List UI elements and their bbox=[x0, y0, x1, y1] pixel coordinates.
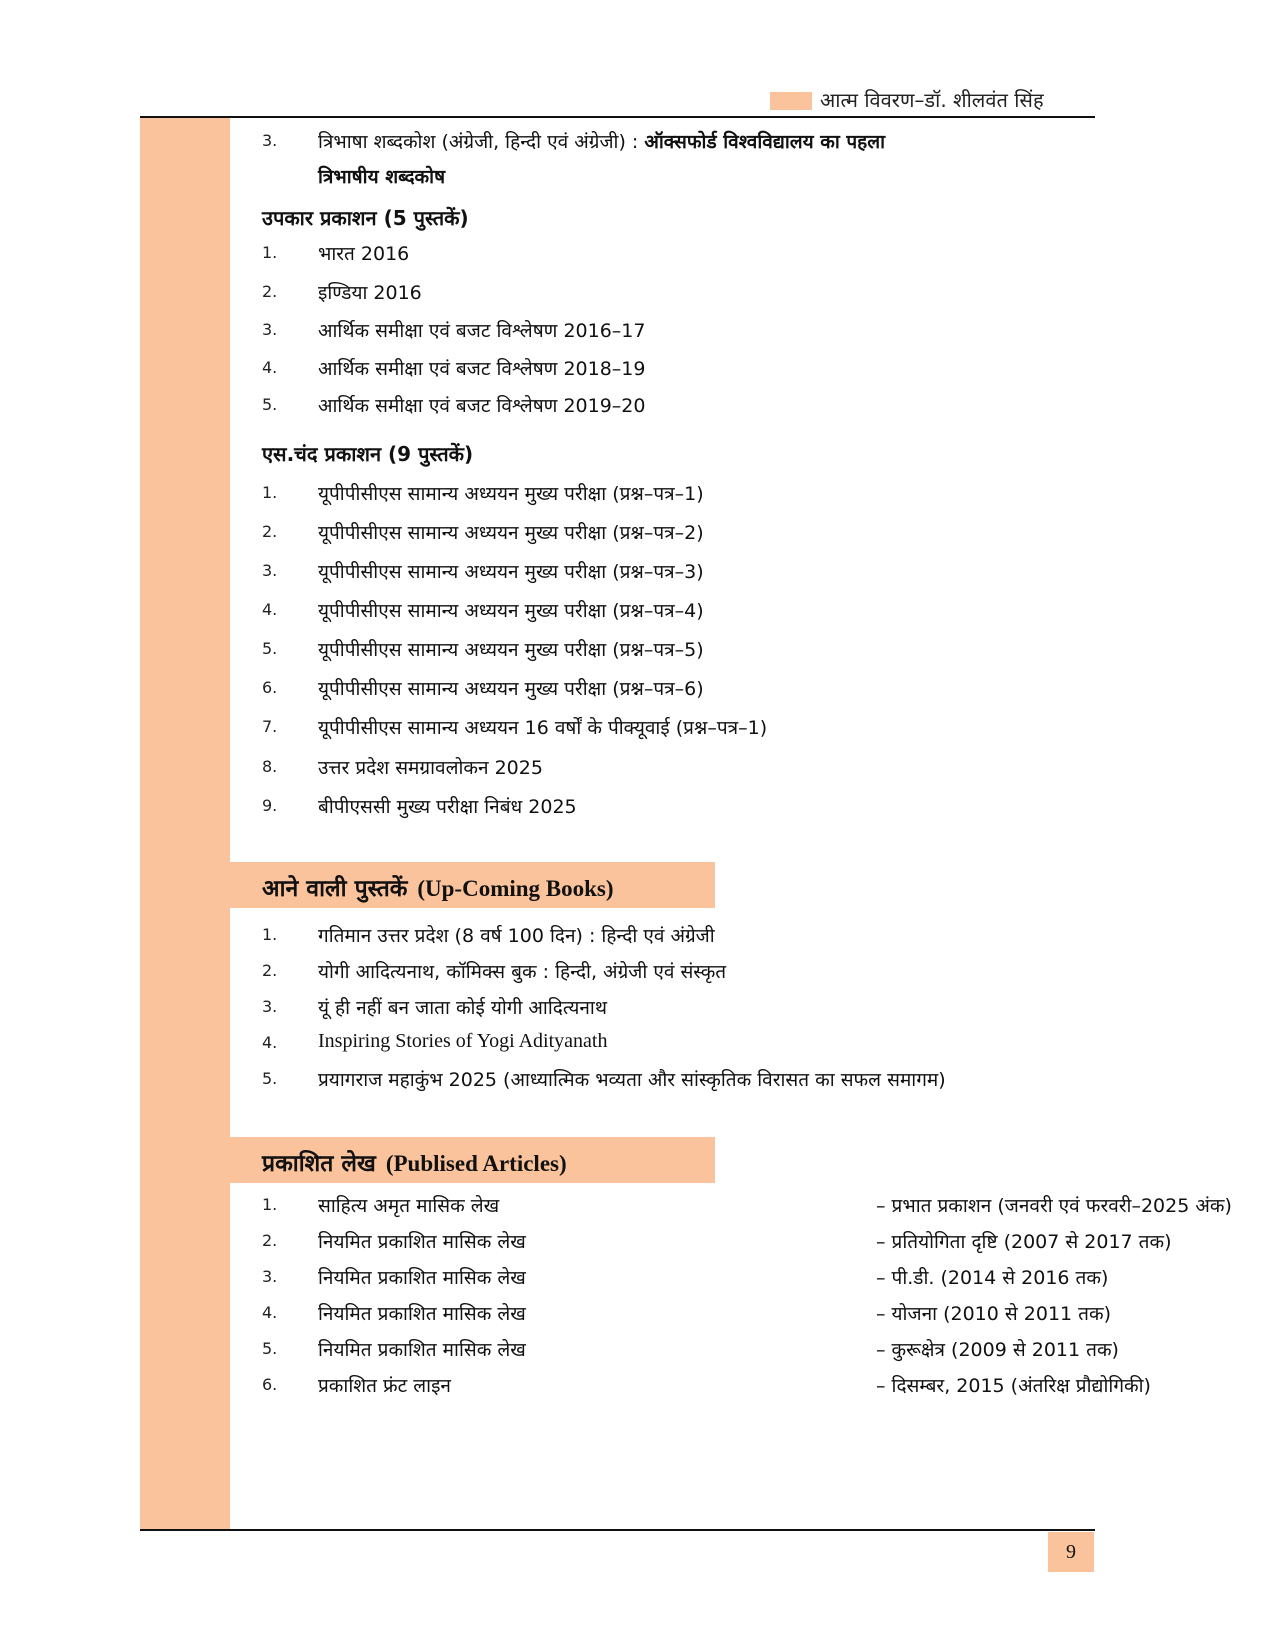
item-source: – कुरूक्षेत्र (2009 से 2011 तक) bbox=[876, 1339, 1119, 1361]
item-number: 5. bbox=[262, 395, 278, 414]
left-color-band bbox=[140, 118, 230, 1529]
section-heading-schand: एस.चंद प्रकाशन (9 पुस्तकें) bbox=[262, 442, 474, 466]
header-rule bbox=[140, 116, 1095, 118]
item-number: 3. bbox=[262, 1267, 278, 1286]
item-number: 2. bbox=[262, 282, 278, 301]
item-text: गतिमान उत्तर प्रदेश (8 वर्ष 100 दिन) : हिन्दी एवं अंग्रेजी bbox=[318, 925, 715, 947]
item-number: 1. bbox=[262, 483, 278, 502]
item-number: 3. bbox=[262, 131, 278, 150]
item-text: आर्थिक समीक्षा एवं बजट विश्लेषण 2019–20 bbox=[318, 395, 646, 417]
item-text: यूपीपीसीएस सामान्य अध्ययन मुख्य परीक्षा (प्रश्न–पत्र–4) bbox=[318, 600, 704, 622]
item-source: – दिसम्बर, 2015 (अंतरिक्ष प्रौद्योगिकी) bbox=[876, 1375, 1151, 1397]
item-source: – प्रभात प्रकाशन (जनवरी एवं फरवरी–2025 अंक) bbox=[876, 1195, 1232, 1217]
item-text: योगी आदित्यनाथ, कॉमिक्स बुक : हिन्दी, अंग्रेजी एवं संस्कृत bbox=[318, 961, 727, 983]
item-number: 6. bbox=[262, 678, 278, 697]
item-text: यूं ही नहीं बन जाता कोई योगी आदित्यनाथ bbox=[318, 997, 607, 1019]
header-color-swatch bbox=[770, 92, 812, 110]
item-number: 4. bbox=[262, 600, 278, 619]
item-text: यूपीपीसीएस सामान्य अध्ययन मुख्य परीक्षा (प्रश्न–पत्र–3) bbox=[318, 561, 704, 583]
section-banner-upcoming bbox=[230, 862, 715, 908]
articles-heading-english: (Publised Articles) bbox=[385, 1151, 567, 1176]
item-number: 2. bbox=[262, 961, 278, 980]
item-text: यूपीपीसीएस सामान्य अध्ययन मुख्य परीक्षा (प्रश्न–पत्र–1) bbox=[318, 483, 704, 505]
item-source: – प्रतियोगिता दृष्टि (2007 से 2017 तक) bbox=[876, 1231, 1172, 1253]
oxford-bold-line1: ऑक्सफोर्ड विश्वविद्यालय का पहला bbox=[644, 131, 886, 153]
oxford-bold-line2: त्रिभाषीय शब्दकोष bbox=[318, 166, 446, 188]
item-number: 8. bbox=[262, 757, 278, 776]
item-number: 6. bbox=[262, 1375, 278, 1394]
item-text: नियमित प्रकाशित मासिक लेख bbox=[318, 1231, 526, 1253]
item-number: 1. bbox=[262, 1195, 278, 1214]
item-text: नियमित प्रकाशित मासिक लेख bbox=[318, 1303, 526, 1325]
item-number: 3. bbox=[262, 997, 278, 1016]
item-number: 5. bbox=[262, 1339, 278, 1358]
item-text: प्रकाशित फ्रंट लाइन bbox=[318, 1375, 451, 1397]
upcoming-heading-english: (Up-Coming Books) bbox=[417, 876, 614, 901]
item-number: 1. bbox=[262, 243, 278, 262]
item-source: – योजना (2010 से 2011 तक) bbox=[876, 1303, 1112, 1325]
item-number: 2. bbox=[262, 1231, 278, 1250]
running-header: आत्म विवरण–डॉ. शीलवंत सिंह bbox=[820, 88, 1044, 112]
item-text: साहित्य अमृत मासिक लेख bbox=[318, 1195, 500, 1217]
item-number: 4. bbox=[262, 358, 278, 377]
item-text: इण्डिया 2016 bbox=[318, 282, 422, 304]
item-text: यूपीपीसीएस सामान्य अध्ययन 16 वर्षों के पीक्यूवाई (प्रश्न–पत्र–1) bbox=[318, 717, 768, 739]
item-text: यूपीपीसीएस सामान्य अध्ययन मुख्य परीक्षा (प्रश्न–पत्र–5) bbox=[318, 639, 704, 661]
item-number: 7. bbox=[262, 717, 278, 736]
item-text: नियमित प्रकाशित मासिक लेख bbox=[318, 1267, 526, 1289]
item-text: भारत 2016 bbox=[318, 243, 410, 265]
item-number: 4. bbox=[262, 1303, 278, 1322]
item-text: आर्थिक समीक्षा एवं बजट विश्लेषण 2016–17 bbox=[318, 320, 646, 342]
footer-rule bbox=[140, 1529, 1095, 1531]
page-number: 9 bbox=[1048, 1532, 1094, 1572]
item-text: यूपीपीसीएस सामान्य अध्ययन मुख्य परीक्षा (प्रश्न–पत्र–2) bbox=[318, 522, 704, 544]
item-source: – पी.डी. (2014 से 2016 तक) bbox=[876, 1267, 1109, 1289]
item-text: यूपीपीसीएस सामान्य अध्ययन मुख्य परीक्षा (प्रश्न–पत्र–6) bbox=[318, 678, 704, 700]
upcoming-heading-hindi: आने वाली पुस्तकें bbox=[262, 876, 408, 902]
item-number: 5. bbox=[262, 639, 278, 658]
item-number: 3. bbox=[262, 561, 278, 580]
item-number: 4. bbox=[262, 1033, 278, 1052]
item-number: 1. bbox=[262, 925, 278, 944]
item-text: नियमित प्रकाशित मासिक लेख bbox=[318, 1339, 526, 1361]
item-number: 3. bbox=[262, 320, 278, 339]
item-text: आर्थिक समीक्षा एवं बजट विश्लेषण 2018–19 bbox=[318, 358, 646, 380]
section-heading-upkar: उपकार प्रकाशन (5 पुस्तकें) bbox=[262, 206, 469, 230]
articles-heading-hindi: प्रकाशित लेख bbox=[262, 1151, 376, 1177]
item-number: 9. bbox=[262, 796, 278, 815]
item-text: Inspiring Stories of Yogi Adityanath bbox=[318, 1030, 608, 1052]
section-banner-articles bbox=[230, 1137, 715, 1183]
item-text: उत्तर प्रदेश समग्रावलोकन 2025 bbox=[318, 757, 543, 779]
item-text: प्रयागराज महाकुंभ 2025 (आध्यात्मिक भव्यता और सांस्कृतिक विरासत का सफल समागम) bbox=[318, 1069, 946, 1091]
item-number: 2. bbox=[262, 522, 278, 541]
item-text: त्रिभाषा शब्दकोश (अंग्रेजी, हिन्दी एवं अंग्रेजी) : ऑक्सफोर्ड विश्वविद्यालय का पहला bbox=[318, 131, 886, 153]
item-number: 5. bbox=[262, 1069, 278, 1088]
item-text: बीपीएससी मुख्य परीक्षा निबंध 2025 bbox=[318, 796, 577, 818]
